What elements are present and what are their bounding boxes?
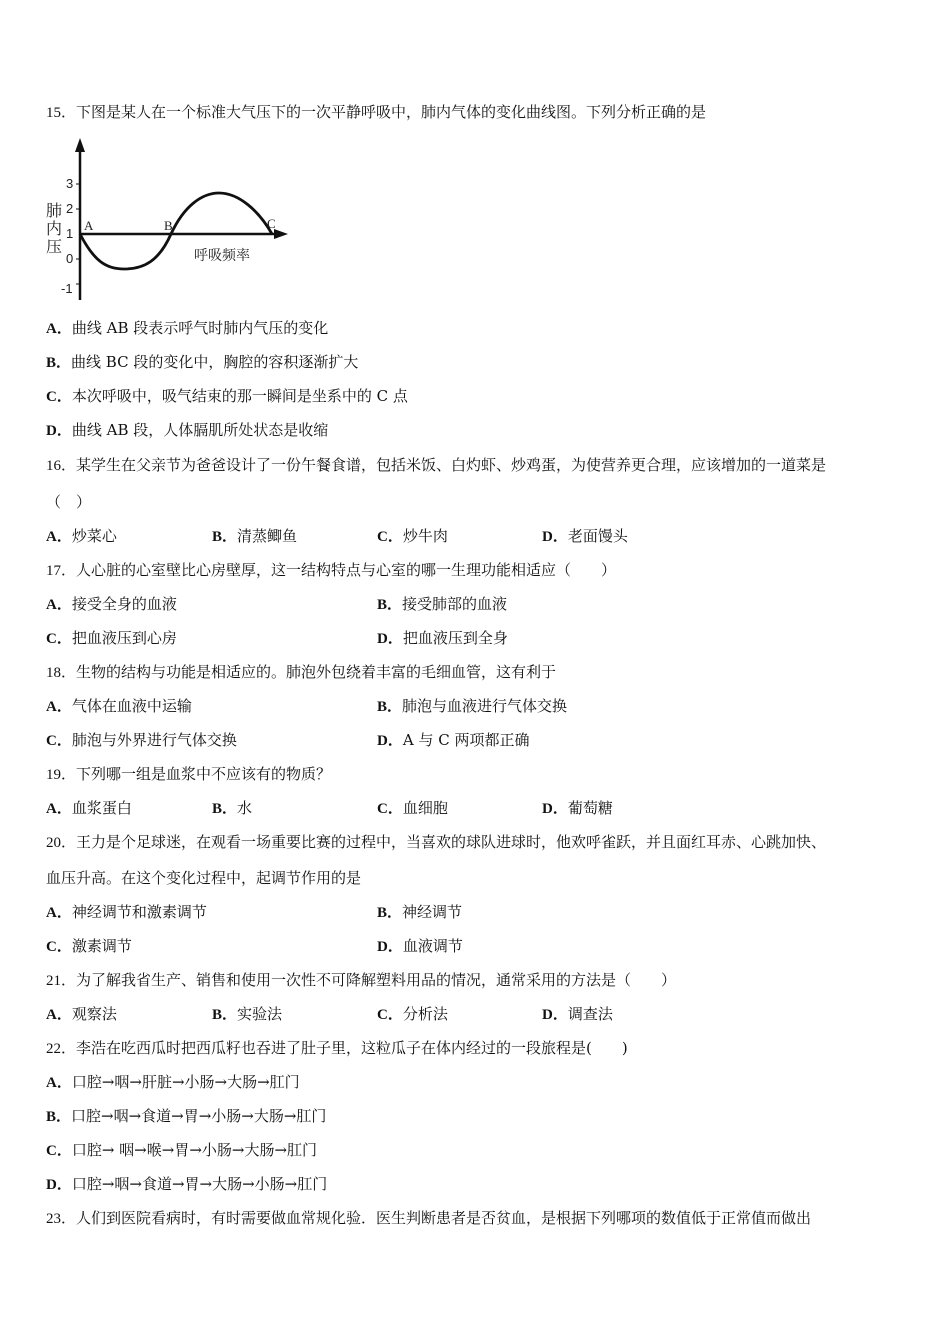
- q22-option-d: D．口腔→咽→食道→胃→大肠→小肠→肛门: [46, 1175, 328, 1193]
- q20-option-c: C．激素调节: [46, 937, 132, 955]
- q19-option-d: D．葡萄糖: [542, 799, 613, 817]
- q21-option-c: C．分析法: [377, 1005, 448, 1023]
- question-16: 16．某学生在父亲节为爸爸设计了一份午餐食谱，包括米饭、白灼虾、炒鸡蛋，为使营养更合理，应该增加的一道菜是: [46, 456, 827, 474]
- svg-text:-1: -1: [61, 281, 73, 296]
- q18-option-c: C．肺泡与外界进行气体交换: [46, 731, 237, 749]
- svg-text:肺: 肺: [46, 201, 63, 220]
- q22-option-c: C．口腔→ 咽→喉→胃→小肠→大肠→肛门: [46, 1141, 318, 1159]
- question-16-blank: （ ）: [46, 493, 92, 511]
- q15-option-d: D．曲线 AB 段，人体膈肌所处状态是收缩: [46, 421, 329, 439]
- y-axis-arrow-icon: [75, 138, 85, 152]
- q16-option-b: B．清蒸鲫鱼: [212, 527, 298, 545]
- question-17: 17．人心脏的心室壁比心房壁厚，这一结构特点与心室的哪一生理功能相适应（ ）: [46, 561, 617, 579]
- question-23: 23．人们到医院看病时，有时需要做血常规化验．医生判断患者是否贫血，是根据下列哪项的数值低于正常值而做出: [46, 1209, 812, 1227]
- y-axis-label: [46, 201, 62, 256]
- q17-option-a: A．接受全身的血液: [46, 595, 177, 613]
- q18-option-b: B．肺泡与血液进行气体交换: [377, 697, 568, 715]
- q19-option-c: C．血细胞: [377, 799, 448, 817]
- q17-option-c: C．把血液压到心房: [46, 629, 177, 647]
- q20-option-a: A．神经调节和激素调节: [46, 903, 207, 921]
- x-axis-arrow-icon: [274, 229, 288, 239]
- question-20: 20．王力是个足球迷，在观看一场重要比赛的过程中，当喜欢的球队进球时，他欢呼雀跃，并且面红耳赤、心跳加快、: [46, 833, 827, 851]
- q21-option-a: A．观察法: [46, 1005, 117, 1023]
- question-21: 21．为了解我省生产、销售和使用一次性不可降解塑料用品的情况，通常采用的方法是（ ）: [46, 971, 677, 989]
- q21-option-d: D．调查法: [542, 1005, 613, 1023]
- svg-text:0: 0: [66, 251, 74, 266]
- question-15: [46, 102, 706, 123]
- svg-text:1: 1: [66, 226, 74, 241]
- y-ticks: [61, 176, 80, 296]
- question-22: 22．李浩在吃西瓜时把西瓜籽也吞进了肚子里，这粒瓜子在体内经过的一段旅程是( ): [46, 1039, 628, 1057]
- q21-option-b: B．实验法: [212, 1005, 283, 1023]
- q18-option-a: A．气体在血液中运输: [46, 697, 192, 715]
- q15-option-b: B．曲线 BC 段的变化中，胸腔的容积逐渐扩大: [46, 353, 359, 371]
- question-19: 19．下列哪一组是血浆中不应该有的物质？: [46, 765, 332, 783]
- q15-option-c: C．本次呼吸中，吸气结束的那一瞬间是坐系中的 C 点: [46, 387, 408, 405]
- svg-text:3: 3: [66, 176, 74, 191]
- q22-option-a: A．口腔→咽→肝脏→小肠→大肠→肛门: [46, 1073, 300, 1091]
- svg-text:压: 压: [46, 237, 63, 256]
- q19-option-b: B．水: [212, 799, 253, 817]
- q16-option-c: C．炒牛肉: [377, 527, 448, 545]
- svg-text:B: B: [164, 218, 173, 233]
- question-18: 18．生物的结构与功能是相适应的。肺泡外包绕着丰富的毛细血管，这有利于: [46, 663, 557, 681]
- lung-pressure-chart: [44, 136, 294, 304]
- q22-option-b: B．口腔→咽→食道→胃→小肠→大肠→肛门: [46, 1107, 327, 1125]
- q15-option-a: A．曲线 AB 段表示呼气时肺内气压的变化: [46, 319, 329, 337]
- q17-option-b: B．接受肺部的血液: [377, 595, 508, 613]
- svg-text:2: 2: [66, 201, 74, 216]
- svg-text:C: C: [267, 216, 276, 231]
- q20-option-d: D．血液调节: [377, 937, 463, 955]
- question-number: 15．: [46, 105, 77, 121]
- q19-option-a: A．血浆蛋白: [46, 799, 132, 817]
- q18-option-d: D．A 与 C 两项都正确: [377, 731, 530, 749]
- q16-option-d: D．老面馒头: [542, 527, 628, 545]
- q16-option-a: A．炒菜心: [46, 527, 117, 545]
- question-text: 下图是某人在一个标准大气压下的一次平静呼吸中，肺内气体的变化曲线图。下列分析正确的是: [76, 103, 707, 121]
- x-axis-label: 呼吸频率: [194, 248, 250, 264]
- q20-option-b: B．神经调节: [377, 903, 463, 921]
- svg-text:A: A: [84, 218, 94, 233]
- question-20-continued: 血压升高。在这个变化过程中，起调节作用的是: [46, 869, 362, 887]
- svg-text:内: 内: [46, 219, 63, 238]
- q17-option-d: D．把血液压到全身: [377, 629, 508, 647]
